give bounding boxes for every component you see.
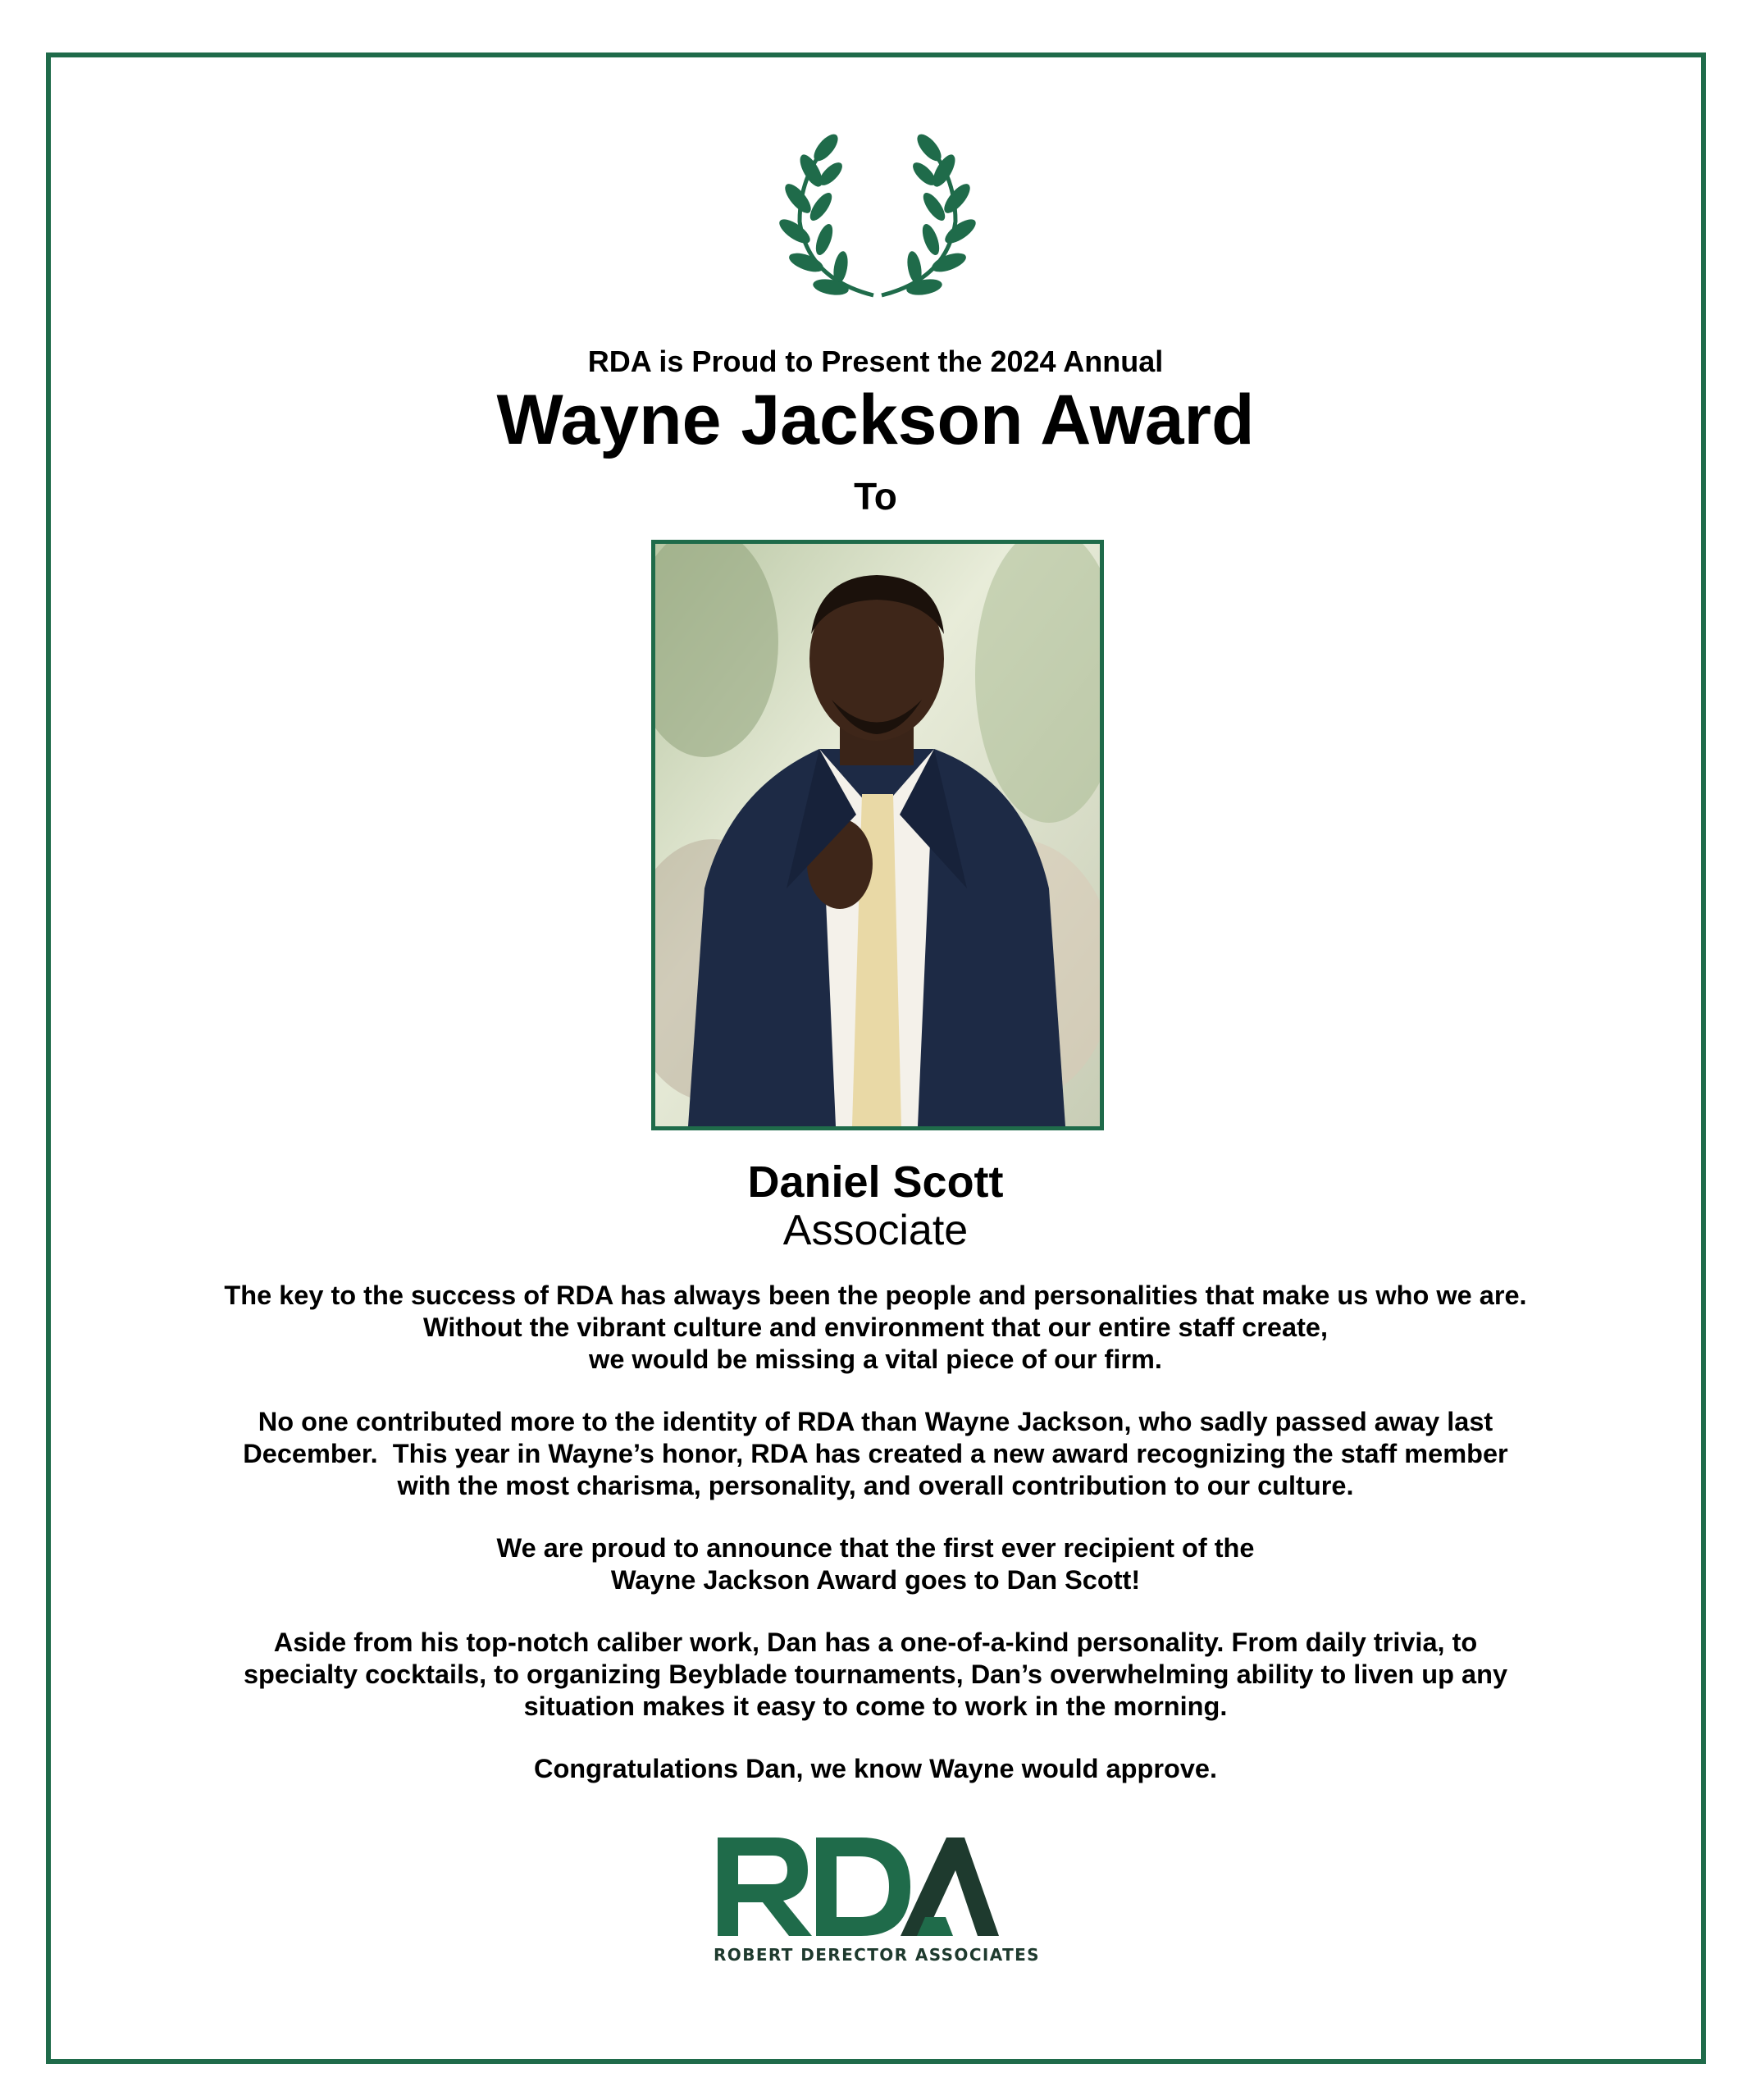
paragraph-line: No one contributed more to the identity of RDA than Wayne Jackson, who sadly passed away last	[258, 1407, 1493, 1436]
paragraph-line: Congratulations Dan, we know Wayne would approve.	[533, 1754, 1218, 1783]
paragraph-5	[123, 1753, 1628, 1785]
paragraph-line: December. This year in Wayne’s honor, RDA has created a new award recognizing the staff member	[243, 1439, 1508, 1468]
rda-logo-tagline: ROBERT DERECTOR ASSOCIATES	[714, 1945, 1040, 1965]
paragraph-line: with the most charisma, personality, and overall contribution to our culture.	[397, 1471, 1354, 1500]
award-description	[123, 1280, 1628, 1815]
portrait-photo-icon	[655, 544, 1100, 1126]
paragraph-line: Aside from his top-notch caliber work, Dan has a one-of-a-kind personality. From daily trivia, to	[273, 1628, 1478, 1657]
recipient-name: Daniel Scott	[747, 1157, 1004, 1207]
paragraph-line: specialty cocktails, to organizing Beyblade tournaments, Dan’s overwhelming ability to liven up any	[243, 1659, 1508, 1689]
paragraph-line: Wayne Jackson Award goes to Dan Scott!	[610, 1565, 1141, 1595]
rda-logo	[714, 1833, 1040, 1973]
paragraph-line: situation makes it easy to come to work in the morning.	[523, 1691, 1228, 1721]
recipient-photo	[651, 540, 1104, 1130]
rda-logo-letters	[714, 1833, 1001, 1940]
paragraph-line: We are proud to announce that the first ever recipient of the	[496, 1533, 1255, 1563]
paragraph-3	[123, 1532, 1628, 1596]
award-to: To	[854, 475, 897, 518]
paragraph-line: we would be missing a vital piece of our firm.	[589, 1344, 1162, 1374]
paragraph-2	[123, 1406, 1628, 1502]
paragraph-1	[123, 1280, 1628, 1376]
award-intro: RDA is Proud to Present the 2024 Annual	[587, 345, 1164, 378]
paragraph-line: The key to the success of RDA has always been the people and personalities that make us who we are.	[224, 1281, 1527, 1310]
laurel-wreath-icon	[775, 131, 980, 308]
paragraph-line: Without the vibrant culture and environment that our entire staff create,	[422, 1312, 1329, 1342]
paragraph-4	[123, 1627, 1628, 1723]
award-title: Wayne Jackson Award	[496, 381, 1255, 459]
recipient-role: Associate	[782, 1207, 969, 1254]
